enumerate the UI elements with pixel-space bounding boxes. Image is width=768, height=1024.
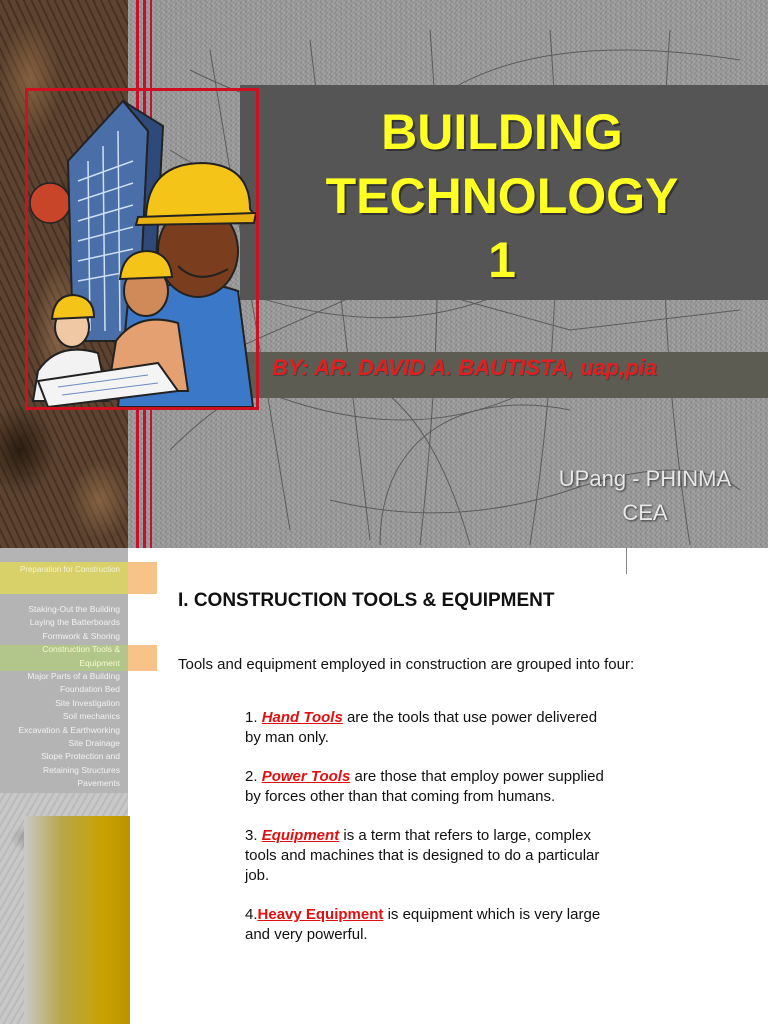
author-byline: BY: AR. DAVID A. BAUTISTA, uap,pia [272,355,658,380]
item-description: are those that employ power supplied by forces other than that coming from humans. [245,768,604,805]
nav-item[interactable]: Site Investigation [55,697,120,708]
school-label [520,462,768,530]
list-item [245,826,605,886]
nav-item[interactable]: Staking-Out the Building [28,604,120,614]
nav-item[interactable]: Soil mechanics [62,711,120,722]
list-item [245,905,605,945]
nav-item[interactable]: Formwork & Shoring [42,630,120,641]
term-power-tools[interactable]: Power Tools [261,768,351,785]
tool-list [245,708,605,964]
school-line: CEA [622,500,668,525]
school-line: UPang - PHINMA [558,466,732,491]
item-number: 4. [245,906,258,923]
term-hand-tools[interactable]: Hand Tools [261,709,343,726]
nav-item[interactable]: Laying the Batterboards [29,617,120,628]
nav-list [0,603,120,791]
list-item [245,708,605,748]
item-description: is equipment which is very large and very powerful. [245,906,601,943]
nav-section-title: Preparation for Construction [19,565,120,574]
item-description: are the tools that use power delivered by man only. [245,709,598,746]
title-line: 1 [488,232,516,288]
title-line: TECHNOLOGY [325,168,679,224]
term-heavy-equipment[interactable]: Heavy Equipment [257,906,384,923]
term-equipment[interactable]: Equipment [261,827,340,844]
decorative-panel [24,816,130,1024]
construction-workers-clipart [28,91,256,407]
nav-item-active[interactable]: Construction Tools & [42,644,120,655]
sidebar [0,548,128,1024]
nav-item[interactable]: Pavements [77,778,120,789]
item-number: 1. [245,709,258,726]
slide-title [292,100,712,292]
nav-item[interactable]: Major Parts of a Building [27,671,120,682]
intro-text: Tools and equipment employed in construction are grouped into four: [178,656,635,673]
nav-item[interactable]: Site Drainage [68,738,120,749]
section-marker [128,562,157,594]
nav-item-active[interactable]: Equipment [79,657,120,668]
active-marker [128,645,157,671]
nav-item[interactable]: Retaining Structures [42,764,120,775]
nav-item[interactable]: Slope Protection and [41,751,120,762]
item-description: is a term that refers to large, complex tools and machines that is designed to do a particular job. [245,827,600,884]
section-heading: I. CONSTRUCTION TOOLS & EQUIPMENT [178,590,555,611]
nav-item[interactable]: Excavation & Earthworking [18,724,120,735]
nav-item[interactable]: Foundation Bed [59,684,120,695]
title-line: BUILDING [381,104,623,160]
item-number: 3. [245,827,258,844]
content-slide [0,548,768,1024]
item-number: 2. [245,768,258,785]
list-item [245,767,605,807]
divider [626,548,627,574]
